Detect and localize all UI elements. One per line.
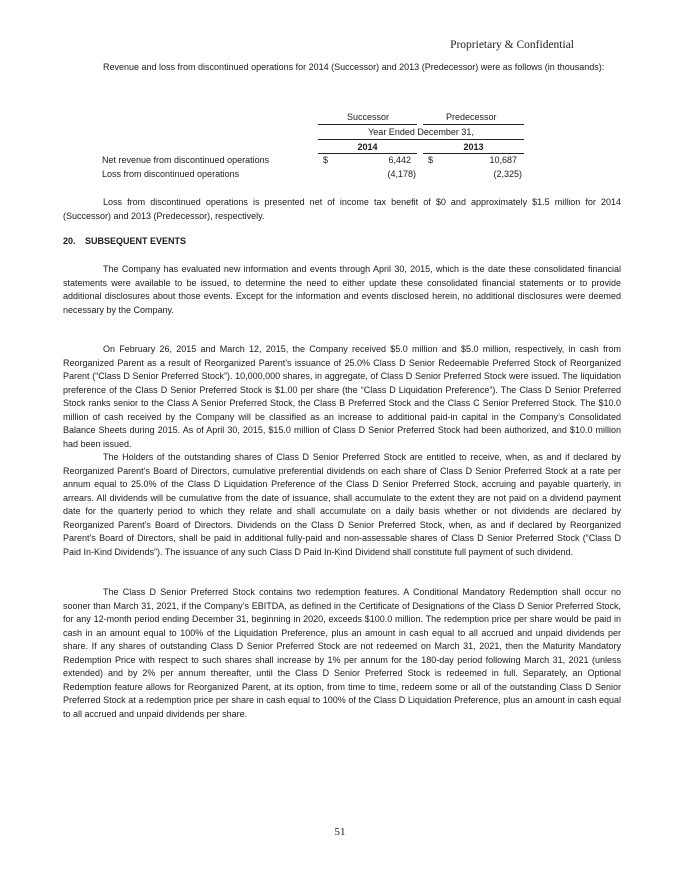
body-paragraph: The Class D Senior Preferred Stock contains two redemption features. A Conditional Mandatory Redemption shall occur no sooner than March 31, 2021, if the Company’s EBITDA, as defined in the Certificate of Designations of the Class D Senior Preferred Stock, for any 12-month period ending December 31, beginning in 2020, exceeds $100.0 million. The redemption price per share would be paid in cash in an amount equal to 100% of the Liquidation Preference, plus an amount in cash equal to all accrued and unpaid dividends per share. If any shares of outstanding Class D Senior Preferred Stock are not redeemed on March 31, 2021, then the Maturity Mandatory Redemption Price with respect to such shares shall increase by 1% per annum for the 180-day period following March 31, 2021 (unless extended) and by 2% per annum thereafter, until the Class D Senior Preferred Stock is redeemed in full. Separately, an Optional Redemption feature allows for Reorganized Parent, at its option, from time to time, redeem some or all of the outstanding Class D Senior Preferred Stock at a redemption price per share in cash equal to 100% of the Class D Liquidation Preference, plus an amount in cash equal to all accrued and unpaid dividends per share. [63, 587, 621, 719]
period-header: Year Ended December 31, [368, 127, 474, 137]
table-row-successor-value: 6,442 [388, 155, 411, 165]
year-predecessor-rule [423, 153, 524, 154]
body-paragraph: On February 26, 2015 and March 12, 2015, the Company received $5.0 million and $5.0 million, respectively, in cash from Reorganized Parent as a result of Reorganized Parent’s issuance of 25.0% Class D Senior Redeemable Preferred Stock of Reorganized Parent (“Class D Senior Preferred Stock”). 10,000,000 shares, in aggregate, of Class D Senior Preferred Stock were issued. The liquidation preference of the Class D Senior Preferred Stock is $1.00 per share (the “Class D Liquidation Preference”). The Class D Senior Preferred Stock ranks senior to the Class A Senior Preferred Stock, the Class B Preferred Stock and the Class C Senior Preferred Stock. The $10.0 million of cash received by the Company will be classified as an increase to additional paid-in capital in the Company’s Consolidated Balance Sheets during 2015. As of April 30, 2015, $15.0 million of Class D Senior Preferred Stock had been authorized, and $10.0 million had been issued. [63, 344, 621, 449]
successor-header-rule [318, 124, 417, 125]
predecessor-header-rule [423, 124, 524, 125]
discontinued-ops-table [0, 0, 680, 200]
period-header-rule [318, 139, 524, 140]
intro-paragraph: Revenue and loss from discontinued operations for 2014 (Successor) and 2013 (Predecessor) were as follows (in thousands): [103, 62, 605, 72]
body-paragraph: The Holders of the outstanding shares of Class D Senior Preferred Stock are entitled to receive, when, as and if declared by Reorganized Parent’s Board of Directors, cumulative preferential dividends on each share of Class D Senior Preferred Stock at a rate per annum equal to 25.0% of the Class D Liquidation Preference of the Class D Senior Preferred Stock, accruing and payable quarterly, in arrears. All dividends will be cumulative from the date of issuance, shall accumulate to the extent they are not paid on a dividend payment date for the quarterly period to which they relate and shall accumulate on a daily basis whether or not dividends are declared by Reorganized Parent’s Board of Directors. Dividends on the Class D Senior Preferred Stock, when, as and if declared by Reorganized Parent’s Board of Directors, shall be paid in additional fully-paid and non-assessable shares of Class D Senior Preferred Stock (“Class D Paid In-Kind Dividends”). The issuance of any such Class D Paid In-Kind Dividend shall constitute full payment of such dividend. [63, 452, 621, 557]
section-number: 20. [63, 236, 76, 246]
table-row-label: Loss from discontinued operations [102, 169, 240, 179]
table-row-predecessor-value: 10,687 [489, 155, 517, 165]
year-successor-rule [318, 153, 417, 154]
year-successor: 2014 [357, 142, 378, 152]
confidential-header: Proprietary & Confidential [450, 39, 574, 51]
section-title: SUBSEQUENT EVENTS [85, 236, 187, 246]
page-number: 51 [334, 826, 346, 838]
body-paragraph: The Company has evaluated new information and events through April 30, 2015, which is the date these consolidated financial statements were available to be issued, to determine the need to either update these consolidated financial statements or to provide additional disclosures about those events. Except for the information and events disclosed herein, no additional disclosures were deemed necessary by the Company. [63, 264, 621, 315]
section-heading [63, 236, 186, 246]
predecessor-header: Predecessor [446, 112, 497, 122]
table-row-successor-value: (4,178) [387, 169, 416, 179]
year-predecessor: 2013 [463, 142, 484, 152]
table-row-label: Net revenue from discontinued operations [102, 155, 270, 165]
table-row-predecessor-value: (2,325) [493, 169, 522, 179]
table-row-currency: $ [323, 155, 329, 165]
successor-header: Successor [347, 112, 390, 122]
tax-note-paragraph: Loss from discontinued operations is presented net of income tax benefit of $0 and approximately $1.5 million for 2014 (Successor) and 2013 (Predecessor), respectively. [63, 197, 621, 221]
table-row-currency: $ [428, 155, 434, 165]
